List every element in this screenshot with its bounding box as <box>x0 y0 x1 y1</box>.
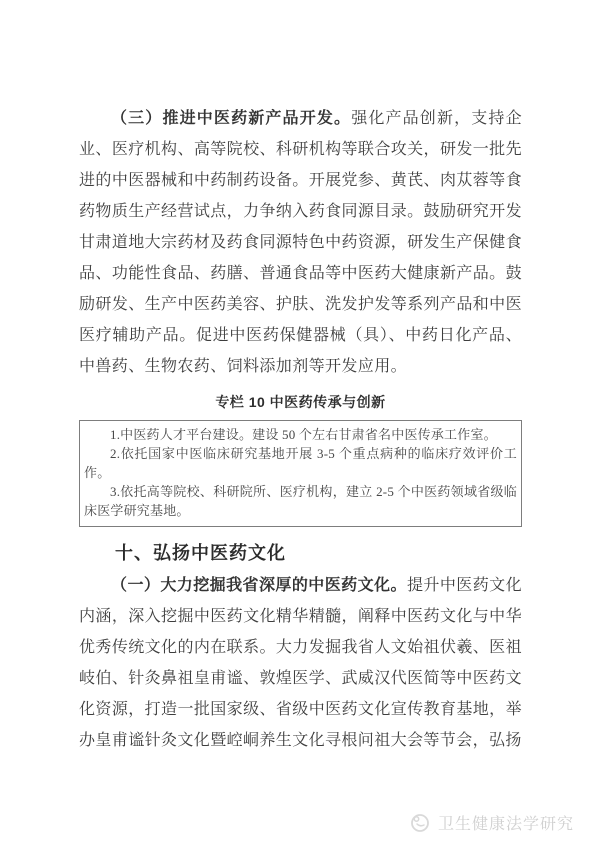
document-content <box>79 0 522 756</box>
feature-box <box>79 420 522 527</box>
round-emblem-icon <box>408 810 432 834</box>
feature-box-item: 2.依托国家中医临床研究基地开展 3-5 个重点病种的临床疗效评价工作。 <box>84 446 517 480</box>
paragraph-body-text: 提升中医药文化内涵，深入挖掘中医药文化精华精髓，阐释中医药文化与中华优秀传统文化的内在联系。大力发掘我省人文始祖伏羲、医祖岐伯、针灸鼻祖皇甫谧、敦煌医学、武威汉代医简等中医药文化资源，打造一批国家级、省级中医药文化宣传教育基地，举办皇甫谧针灸文化暨崆峒养生文化寻根问祖大会等节会，弘扬 <box>79 577 522 749</box>
feature-box-item: 3.依托高等院校、科研院所、医疗机构，建立 2-5 个中医药领域省级临床医学研究基地。 <box>84 484 517 518</box>
paragraph-body-text: 强化产品创新，支持企业、医疗机构、高等院校、科研机构等联合攻关，研发一批先进的中医器械和中药制药设备。开展党参、黄芪、肉苁蓉等食药物质生产经营试点，力争纳入药食同源目录。鼓励研究开发甘肃道地大宗药材及药食同源特色中药资源，研发生产保健食品、功能性食品、药膳、普通食品等中医药大健康新产品。鼓励研发、生产中医药美容、护肤、洗发护发等系列产品和中医医疗辅助产品。促进中医药保健器械（具）、中药日化产品、中兽药、生物农药、饲料添加剂等开发应用。 <box>79 110 522 375</box>
paragraph-lead-bold: （一）大力挖掘我省深厚的中医药文化。 <box>111 577 407 594</box>
feature-box-title: 专栏 10 中医药传承与创新 <box>215 394 386 410</box>
paragraph-tcm-culture <box>79 570 522 756</box>
footer-watermark <box>408 810 574 834</box>
feature-box-item: 1.中医药人才平台建设。建设 50 个左右甘肃省名中医传承工作室。 <box>110 427 497 442</box>
section-heading-tcm-culture: 十、弘扬中医药文化 <box>115 543 286 563</box>
paragraph-new-product-development <box>79 103 522 382</box>
watermark-text: 卫生健康法学研究 <box>437 815 574 833</box>
paragraph-lead-bold: （三）推进中医药新产品开发。 <box>111 110 352 127</box>
